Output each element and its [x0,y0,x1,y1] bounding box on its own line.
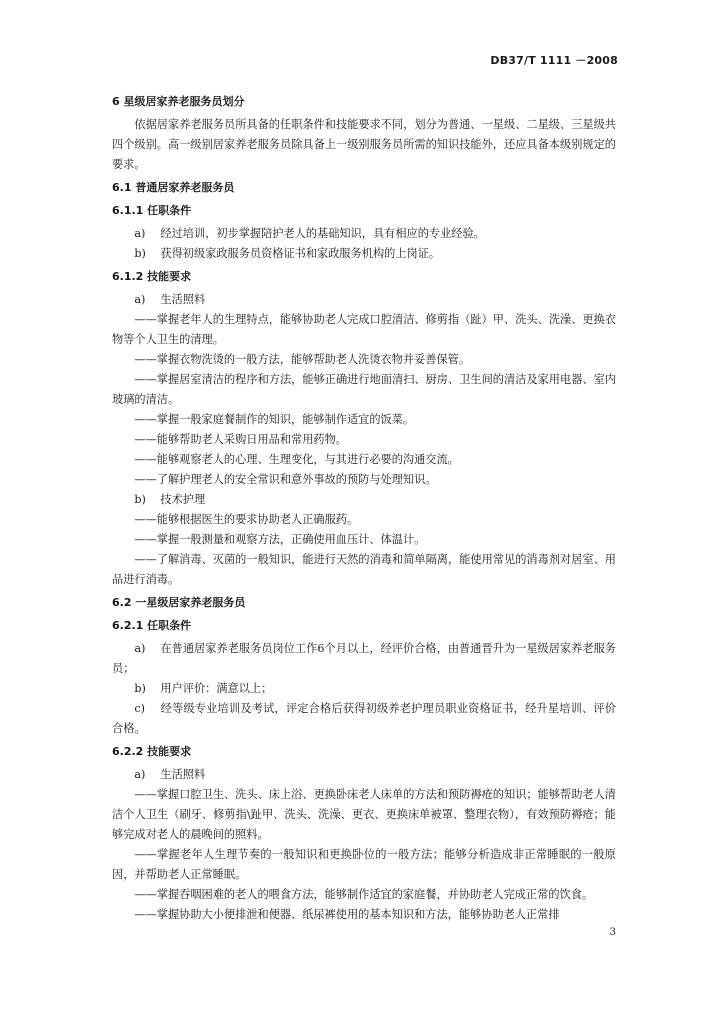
dash-item: ——能够观察老人的心理、生理变化，与其进行必要的沟通交流。 [134,453,459,466]
page-number: 3 [609,927,616,938]
item-text: 经过培训，初步掌握陪护老人的基础知识，具有相应的专业经验。 [160,227,485,240]
dash-item: ——掌握居室清洁的程序和方法，能够正确进行地面清扫、厨房、卫生间的清洁及家用电器、室内玻璃的清洁。 [112,373,616,406]
dash-item: ——掌握吞咽困难的老人的喂食方法，能够制作适宜的家庭餐，并协助老人完成正常的饮食。 [134,888,594,901]
section-6-2-1-title: 6.2.1 任职条件 [112,619,192,632]
list-item [112,244,616,264]
list-item [112,679,616,699]
standard-code: DB37/T 1111 －2008 [490,54,618,67]
item-label: a) [134,768,146,781]
dash-item: ——掌握一般测量和观察方法，正确使用血压计、体温计。 [134,533,426,546]
dash-item: ——掌握口腔卫生、洗头、床上浴、更换卧床老人床单的方法和预防褥疮的知识；能够帮助老人清洁个人卫生（刷牙、修剪指\趾甲、洗头、洗澡、更衣、更换床单被罩、整理衣物），有效预防褥疮；能够完成对老人的晨晚间的照料。 [112,788,616,841]
item-label: b) [134,493,146,506]
dash-item: ——掌握老年人生理节奏的一般知识和更换卧位的一般方法；能够分析造成非正常睡眠的一般原因，并帮助老人正常睡眠。 [112,848,616,881]
section-6-1-1-title: 6.1.1 任职条件 [112,204,192,217]
item-label: a) [134,642,146,655]
section-6-title: 6 星级居家养老服务员划分 [112,95,245,108]
list-item [112,290,616,310]
item-text: 在普通居家养老服务员岗位工作6个月以上，经评价合格，由普通晋升为一星级居家养老服务员； [112,642,616,675]
section-6-2-2-title: 6.2.2 技能要求 [112,745,192,758]
item-label: a) [134,227,146,240]
list-item [112,699,616,739]
section-6-2-title: 6.2 一星级居家养老服务员 [112,596,246,609]
dash-item: ——掌握协助大小便排泄和便器、纸尿裤使用的基本知识和方法，能够协助老人正常排 [134,908,560,921]
item-text: 生活照料 [160,293,206,306]
dash-item: ——能够帮助老人采购日用品和常用药物。 [134,433,347,446]
item-label: c) [134,702,146,715]
item-label: b) [134,247,146,260]
document-body [112,92,616,925]
list-item [112,765,616,785]
item-label: b) [134,682,146,695]
section-6-intro: 依据居家养老服务员所具备的任职条件和技能要求不同，划分为普通、一星级、二星级、三星级共四个级别。高一级别居家养老服务员除具备上一级别服务员所需的知识技能外，还应具备本级别规定的要求。 [112,118,616,171]
section-6-1-2-title: 6.1.2 技能要求 [112,270,192,283]
item-text: 生活照料 [160,768,206,781]
dash-item: ——了解消毒、灭菌的一般知识，能进行天然的消毒和简单隔离，能使用常见的消毒剂对居室、用品进行消毒。 [112,553,616,586]
item-text: 获得初级家政服务员资格证书和家政服务机构的上岗证。 [160,247,441,260]
dash-item: ——了解护理老人的安全常识和意外事故的预防与处理知识。 [134,473,437,486]
dash-item: ——掌握衣物洗烫的一般方法，能够帮助老人洗烫衣物并妥善保管。 [134,353,471,366]
dash-item: ——掌握一般家庭餐制作的知识，能够制作适宜的饭菜。 [134,413,415,426]
list-item [112,490,616,510]
dash-item: ——能够根据医生的要求协助老人正确服药。 [134,513,359,526]
dash-item: ——掌握老年人的生理特点，能够协助老人完成口腔清洁、修剪指（趾）甲、洗头、洗澡、更换衣物等个人卫生的清理。 [112,313,616,346]
item-text: 经等级专业培训及考试，评定合格后获得初级养老护理员职业资格证书，经升星培训、评价合格。 [112,702,616,735]
item-label: a) [134,293,146,306]
list-item [112,224,616,244]
list-item [112,639,616,679]
section-6-1-title: 6.1 普通居家养老服务员 [112,181,235,194]
item-text: 技术护理 [160,493,206,506]
item-text: 用户评价：满意以上； [160,682,273,695]
